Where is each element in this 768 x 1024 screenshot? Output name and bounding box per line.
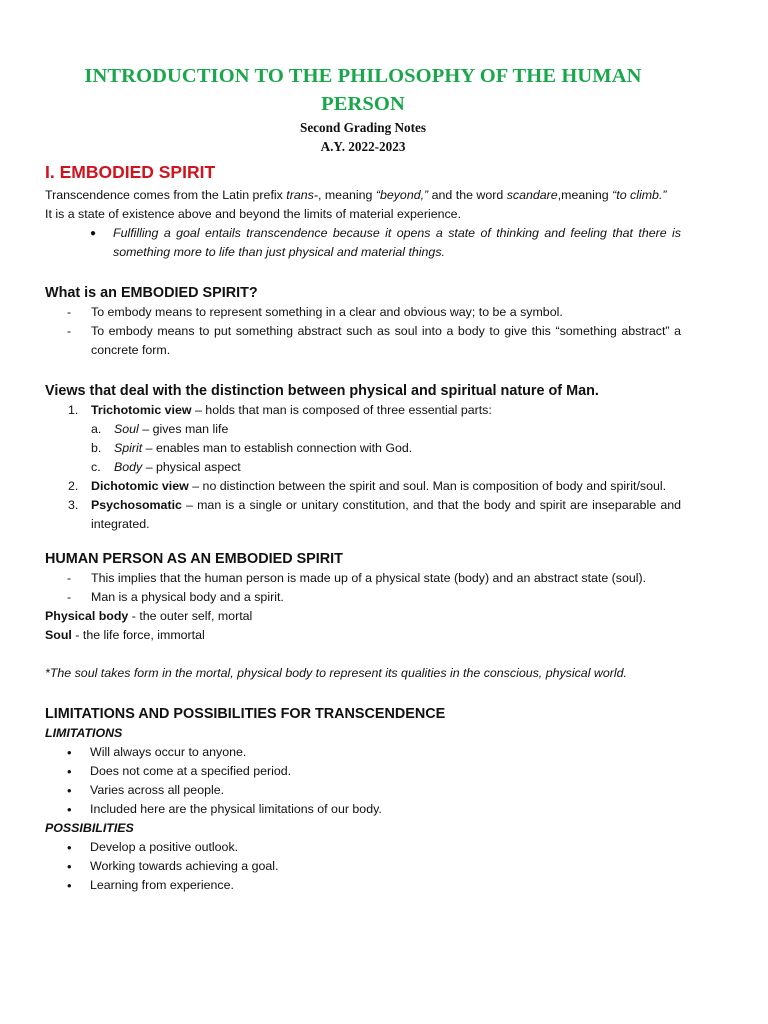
human-person-heading: HUMAN PERSON AS AN EMBODIED SPIRIT	[45, 551, 343, 567]
term: Body	[114, 460, 143, 474]
list-number: 3.	[68, 498, 79, 512]
section-heading-embodied-spirit: I. EMBODIED SPIRIT	[45, 162, 216, 182]
text: “beyond,”	[375, 188, 429, 202]
list-item: • Learning from experience.	[45, 876, 681, 895]
views-heading: Views that deal with the distinction between physical and spiritual nature of Man.	[45, 383, 599, 399]
list-item: • Included here are the physical limitations of our body.	[45, 800, 681, 819]
list-item: ● Fulfilling a goal entails transcendence because it opens a state of thinking and feeling that there is something more to life than just physical and material things.	[45, 224, 681, 262]
document-subtitle: Second Grading Notes	[299, 120, 427, 135]
term: Soul	[45, 628, 72, 642]
academic-year: A.Y. 2022-2023	[320, 139, 406, 154]
list-number: 2.	[68, 479, 79, 493]
term: Dichotomic view	[91, 479, 189, 493]
text: – physical aspect	[142, 460, 241, 474]
list-letter: c.	[91, 460, 101, 474]
term: Spirit	[114, 441, 143, 455]
term: Psychosomatic	[91, 498, 182, 512]
text: - the outer self, mortal	[128, 609, 253, 623]
document-title: INTRODUCTION TO THE PHILOSOPHY OF THE HUMAN PERSON	[84, 65, 642, 115]
text: – holds that man is composed of three essential parts:	[191, 403, 492, 417]
text: Transcendence comes from the Latin prefix	[45, 188, 287, 202]
document-page	[45, 62, 681, 895]
text: and the word	[428, 188, 507, 202]
soul-note: *The soul takes form in the mortal, physical body to represent its qualities in the conscious, physical world.	[45, 666, 627, 680]
list-item	[45, 496, 681, 534]
human-person-list	[45, 569, 681, 607]
text: trans-	[286, 188, 318, 202]
what-is-heading: What is an EMBODIED SPIRIT?	[45, 285, 258, 301]
what-is-list	[45, 303, 681, 360]
term: Soul	[114, 422, 139, 436]
definition-physical-body	[45, 607, 681, 626]
text: scandare	[506, 188, 558, 202]
list-item: - This implies that the human person is made up of a physical state (body) and an abstract state (soul).	[45, 569, 681, 588]
transcendence-bullets	[45, 224, 681, 262]
list-item: - Man is a physical body and a spirit.	[45, 588, 681, 607]
list-item: • Develop a positive outlook.	[45, 838, 681, 857]
text: – man is a single or unitary constitution, and that the body and spirit are inseparable and integrated.	[91, 498, 681, 531]
transcendence-definition	[45, 186, 681, 205]
list-item	[69, 458, 681, 477]
list-item	[69, 420, 681, 439]
possibilities-label: POSSIBILITIES	[45, 821, 134, 835]
definition-soul	[45, 626, 681, 645]
views-list	[45, 401, 681, 534]
list-item: • Will always occur to anyone.	[45, 743, 681, 762]
limitations-list	[45, 743, 681, 819]
limitations-heading: LIMITATIONS AND POSSIBILITIES FOR TRANSCENDENCE	[45, 706, 446, 722]
limitations-label: LIMITATIONS	[45, 726, 123, 740]
term: Trichotomic view	[91, 403, 192, 417]
list-item: - To embody means to represent something in a clear and obvious way; to be a symbol.	[45, 303, 681, 322]
sublist	[91, 420, 681, 477]
list-number: 1.	[68, 403, 79, 417]
list-item	[45, 477, 681, 496]
text: – enables man to establish connection with God.	[142, 441, 413, 455]
list-letter: a.	[91, 422, 102, 436]
list-item: • Working towards achieving a goal.	[45, 857, 681, 876]
text: , meaning	[317, 188, 376, 202]
transcendence-state: It is a state of existence above and beyond the limits of material experience.	[45, 207, 462, 221]
text: – no distinction between the spirit and soul. Man is composition of body and spirit/soul.	[188, 479, 667, 493]
text: - the life force, immortal	[71, 628, 205, 642]
list-item: • Varies across all people.	[45, 781, 681, 800]
text: ,meaning	[557, 188, 613, 202]
text: – gives man life	[138, 422, 229, 436]
list-item: • Does not come at a specified period.	[45, 762, 681, 781]
term: Physical body	[45, 609, 129, 623]
list-item: - To embody means to put something abstract such as soul into a body to give this “something abstract” a concrete form.	[45, 322, 681, 360]
list-item	[45, 401, 681, 477]
list-letter: b.	[91, 441, 102, 455]
list-item	[69, 439, 681, 458]
possibilities-list	[45, 838, 681, 895]
text: “to climb.”	[612, 188, 667, 202]
